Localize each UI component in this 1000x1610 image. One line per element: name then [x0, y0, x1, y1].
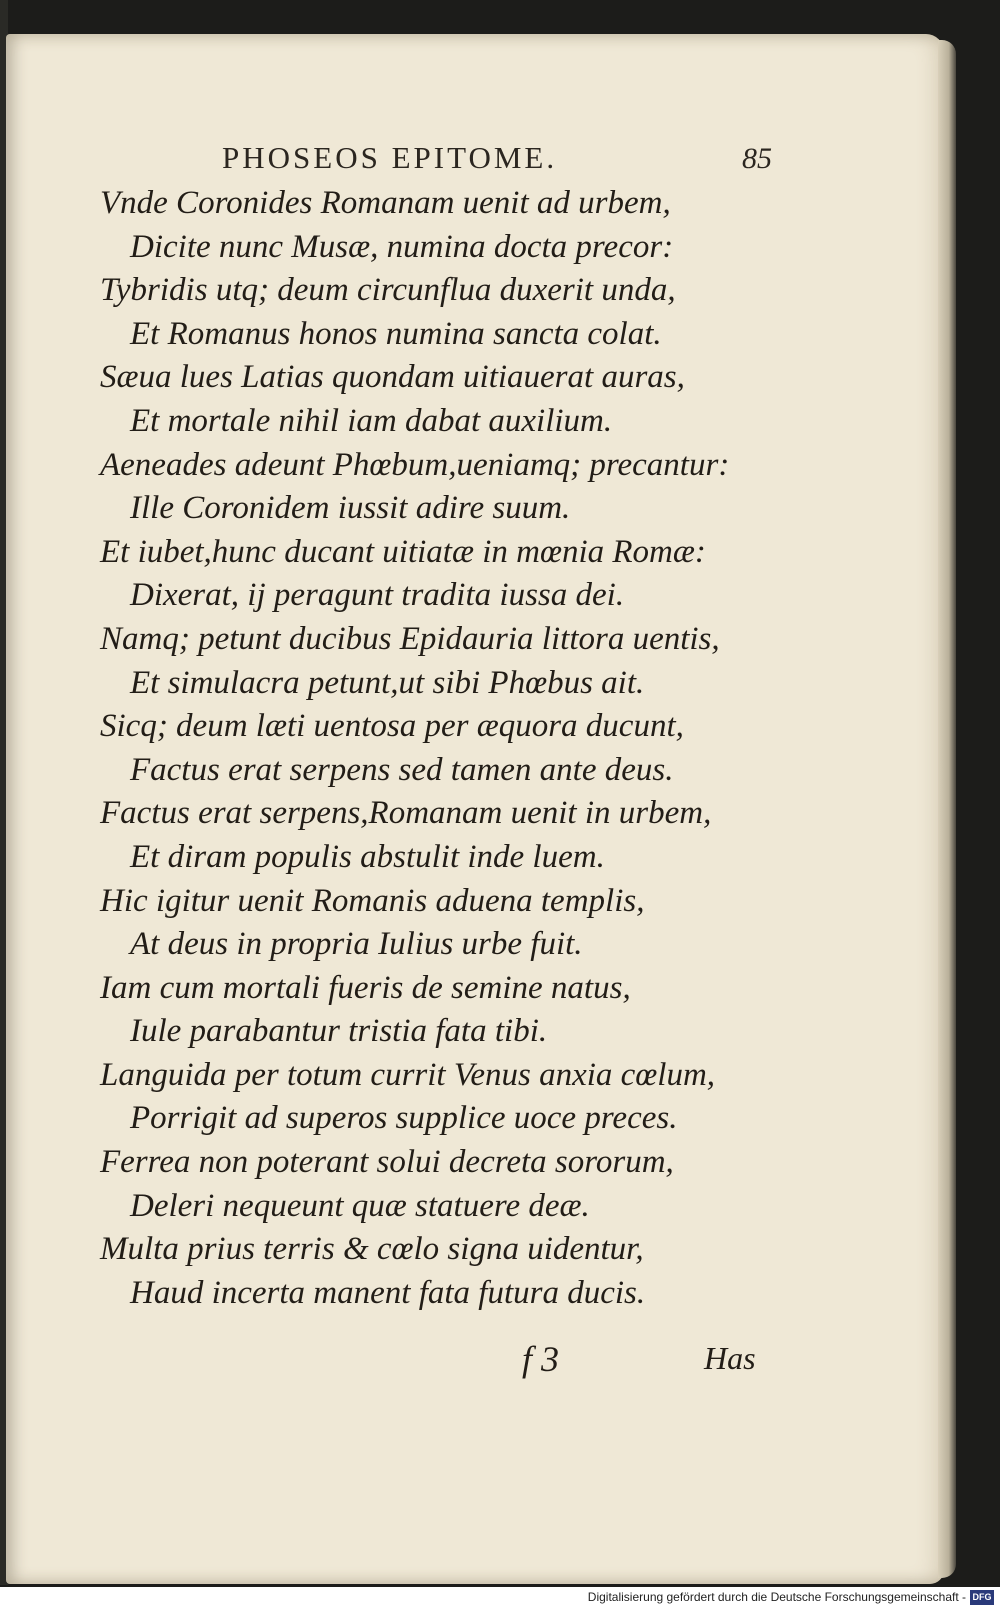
funding-credit: Digitalisierung gefördert durch die Deutsche Forschungsgemeinschaft -: [587, 1590, 966, 1604]
verse-line: Languida per totum currit Venus anxia cœlum,: [100, 1056, 716, 1093]
verse-line: Ferrea non poterant solui decreta sororum,: [100, 1144, 674, 1181]
verse-line: Iam cum mortali fueris de semine natus,: [100, 969, 631, 1006]
running-head: PHOSEOS EPITOME.: [222, 140, 558, 175]
verse-line: Dicite nunc Musæ, numina docta precor:: [130, 228, 674, 265]
verse-line: Hic igitur uenit Romanis aduena templis,: [100, 882, 645, 919]
verse-line: Et mortale nihil iam dabat auxilium.: [130, 402, 613, 439]
verse-line: Haud incerta manent fata futura ducis.: [130, 1274, 646, 1311]
verse-line: Et diram populis abstulit inde luem.: [130, 838, 605, 875]
verse-line: Multa prius terris & cœlo signa uidentur,: [100, 1231, 644, 1268]
verse-line: Et iubet,hunc ducant uitiatæ in mœnia Romæ:: [100, 533, 706, 570]
catchword: Has: [704, 1340, 756, 1376]
verse-line: Dixerat, ij peragunt tradita iussa dei.: [130, 577, 625, 614]
verse-line: Sæua lues Latias quondam uitiauerat auras,: [100, 359, 685, 396]
verse-line: Ille Coronidem iussit adire suum.: [130, 490, 571, 527]
verse-line: At deus in propria Iulius urbe fuit.: [130, 926, 583, 963]
verse-line: Porrigit ad superos supplice uoce preces.: [130, 1100, 678, 1137]
digitization-footer: [0, 1587, 1000, 1610]
signature-mark: f 3: [522, 1339, 560, 1379]
dfg-logo-icon: DFG: [970, 1590, 994, 1605]
verse-line: Et Romanus honos numina sancta colat.: [130, 315, 662, 352]
verse-line: Factus erat serpens,Romanam uenit in urbem,: [100, 795, 712, 832]
verse-line: Et simulacra petunt,ut sibi Phœbus ait.: [130, 664, 645, 701]
verse-line: Iule parabantur tristia fata tibi.: [130, 1013, 548, 1050]
page-number: 85: [742, 142, 772, 175]
verse-line: Deleri nequeunt quæ statuere deæ.: [130, 1187, 590, 1224]
verse-line: Vnde Coronides Romanam uenit ad urbem,: [100, 185, 671, 221]
verse-line: Aeneades adeunt Phœbum,ueniamq; precantur:: [100, 446, 730, 483]
verse-line: Sicq; deum læti uentosa per æquora ducunt,: [100, 708, 684, 745]
verse-line: Tybridis utq; deum circunflua duxerit unda,: [100, 272, 676, 309]
verse-text: [0, 182, 860, 1315]
page-edge: [938, 40, 956, 1578]
verse-line: Factus erat serpens sed tamen ante deus.: [130, 751, 674, 788]
verse-line: Namq; petunt ducibus Epidauria littora uentis,: [100, 620, 720, 657]
